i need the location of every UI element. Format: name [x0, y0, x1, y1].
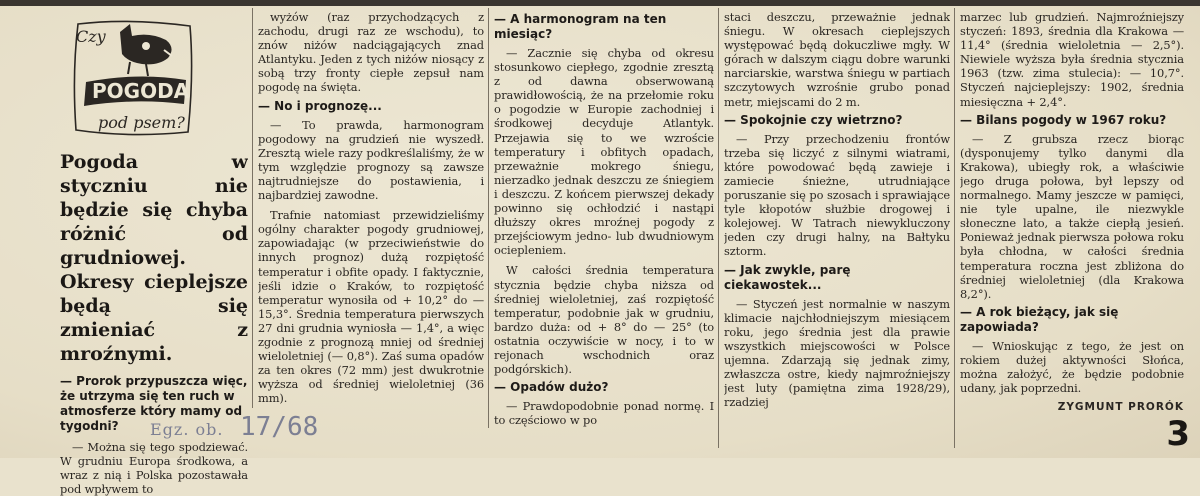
paragraph: W całości średnia temperatura stycznia będzie chyba niższa od średniej wieloletniej, zaś rozpiętość temperatur, podobnie jak w grudniu, bardzo duża: od + 8° do — 25° (to ostatnia oczywiście w nocy, i to w rejonach wschodnich oraz podgórskich). [494, 263, 714, 377]
subheading: — Opadów dużo? [494, 380, 609, 395]
subheading: — Jak zwykle, parę ciekawostek... [724, 262, 851, 292]
paragraph: Trafnie natomiast przewidzieliśmy ogólny charakter pogody grudniowej, zapowiadając (w przeciwieństwie do innych prognoz) dużą rozpiętość temperatur i obfite opady. I faktycznie, jeśli idzie o Kraków, to rozpiętość temperatur wynosiła od + 10,2° do — 15,3°. Średnia temperatura pierwszych 27 dni grudnia wyniosła — 1,4°, a więc zgodnie z prognozą mniej od średniej wieloletniej (— 0,8°). Zaś suma opadów za ten okres (72 mm) jest dwukrotnie wyższa od średniej wieloletniej (36 mm). [258, 208, 484, 406]
column-2 [258, 10, 484, 410]
paragraph: — Z grubsza rzecz biorąc (dysponujemy tylko danymi dla Krakowa), ubiegły rok, a właściwie jego druga połowa, był lepszy od normalnego. Mamy jeszcze w pamięci, nie tyle upalne, ile niezwykle słoneczne lato, a także ciepłą jesień. Ponieważ jednak pierwsza połowa roku była chłodna, w całości średnia temperatura roczna jest zbliżona do średniej wieloletniej (dla Krakowa 8,2°). [960, 131, 1184, 301]
logo-text-top: Czy [76, 27, 106, 46]
column-4 [724, 10, 950, 450]
archive-stamp: Egz. ob. [150, 420, 224, 439]
subheading: — Spokojnie czy wietrzno? [724, 112, 903, 127]
subheading: — A harmonogram na ten miesiąc? [494, 12, 667, 41]
column-rule [252, 8, 253, 408]
page-number: 3 [1166, 414, 1190, 454]
article-lead: Pogoda w styczniu nie będzie się chyba różnić od grudniowej. Okresy cieplejsze będą się zmieniać z mroźnymi. [60, 151, 248, 365]
author-signature: ZYGMUNT PRORÓK [1057, 401, 1184, 414]
column-5 [960, 10, 1184, 420]
subheading: — A rok bieżący, jak się zapowiada? [960, 304, 1119, 334]
logo-text-band: POGODA [92, 79, 190, 103]
paragraph: — Przy przechodzeniu frontów trzeba się liczyć z silnymi wiatrami, które powodować będą zawieje i zamiecie śnieżne, utrudniające poruszanie się po szosach i sprawiające tyle kłopotów służbie drogowej i kolejowej. W Tatrach niewykluczony jeden czy drugi halny, na Bałtyku sztorm. [724, 131, 950, 259]
pogoda-dog-logo-icon [68, 14, 198, 144]
question-1: — Prorok przypuszcza więc, że utrzyma się ten ruch w atmosferze który mamy od tygodni? [60, 374, 248, 433]
paragraph: wyżów (raz przychodzących z zachodu, drugi raz ze wschodu), to znów niżów nadciągających znad Atlantyku. Jeden z tych niżów niosący z sobą trzy fronty ciepłe zepsuł nam pogodę na święta. [258, 10, 484, 95]
paragraph: — To prawda, harmonogram pogodowy na grudzień nie wyszedł. Zresztą wiele razy podkreślaliśmy, że w tym względzie prognozy są zawsze najtrudniejsze do postawienia, i najbardziej zawodne. [258, 117, 484, 203]
paragraph: — Zacznie się chyba od okresu stosunkowo ciepłego, zgodnie zresztą z od dawna obserwowaną prawidłowością, że na przełomie roku o pogodzie w Europie zachodniej i środkowej decyduje Atlantyk. Przejawia się to we wzroście temperatury i obfitych opadach, przeważnie mokrego śniegu, nierzadko jednak deszczu ze śniegiem i deszczu. Z końcem pierwszej dekady powinno się ochłodzić i nastąpi dłuższy okres mroźnej pogody z przejściowym jedno- lub dwudniowym ociepleniem. [494, 46, 714, 258]
column-rule [488, 8, 489, 428]
paragraph: — Prawdopodobnie ponad normę. I to częściowo w po [494, 399, 714, 428]
paragraph: — Styczeń jest normalnie w naszym klimacie najchłodniejszym miesiącem roku, jego średnia jest dla prawie wszystkich miejscowości w Polsce ujemna. Zdarzają się jednak zimy, zwłaszcza ostre, kiedy najmroźniejszy jest luty (pamiętna zima 1928/29), rzadziej [724, 296, 950, 410]
paragraph: staci deszczu, przeważnie jednak śniegu. W okresach cieplejszych występować będą dokuczliwe mgły. W górach w dalszym ciągu dobre warunki narciarskie, warstwa śniegu w partiach szczytowych wzrośnie grubo ponad metr, miejscami do 2 m. [724, 10, 950, 109]
logo-text-bottom: pod psem? [98, 113, 185, 132]
archive-stamp-number: 17/68 [240, 412, 319, 442]
subheading: — Bilans pogody w 1967 roku? [960, 112, 1167, 127]
column-3 [494, 10, 714, 450]
column-rule [954, 8, 955, 448]
top-border [0, 0, 1200, 6]
column-1 [60, 150, 248, 496]
paragraph: marzec lub grudzień. Najmroźniejszy styczeń: 1893, średnia dla Krakowa — 11,4° (średnia wieloletnia — 2,5°). Niewiele wyższa była średnia stycznia 1963 (tzw. zima stulecia): — 10,7°. Styczeń najcieplejszy: 1902, średnia miesięczna + 2,4°. [960, 10, 1184, 109]
paragraph: — Wnioskując z tego, że jest on rokiem dużej aktywności Słońca, można założyć, że będzie podobnie udany, jak poprzedni. [960, 338, 1184, 396]
paragraph: — Można się tego spodziewać. W grudniu Europa środkowa, a wraz z nią i Polska pozostawała pod wpływem to [60, 440, 248, 496]
column-rule [718, 8, 719, 448]
subheading: — No i prognozę... [258, 98, 382, 113]
